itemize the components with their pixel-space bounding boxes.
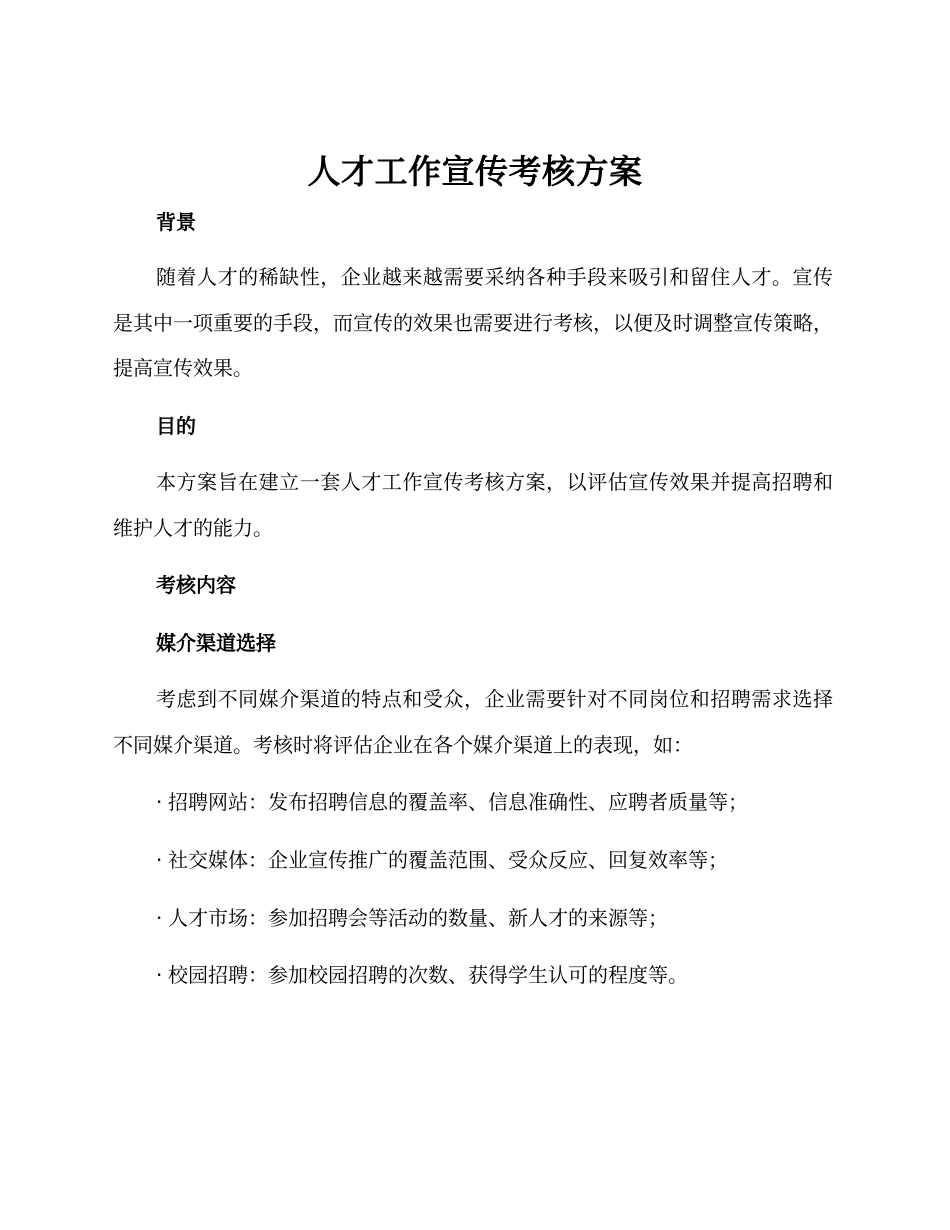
media-paragraph: 考虑到不同媒介渠道的特点和受众，企业需要针对不同岗位和招聘需求选择不同媒介渠道。考核时将评估企业在各个媒介渠道上的表现，如： [113,687,833,757]
list-item-text: 人才市场：参加招聘会等活动的数量、新人才的来源等； [168,906,668,930]
bullet-icon: · [156,790,163,814]
section-heading-media: 媒介渠道选择 [156,631,276,655]
list-item [156,845,728,875]
section-heading-content: 考核内容 [156,573,236,597]
purpose-paragraph: 本方案旨在建立一套人才工作宣传考核方案，以评估宣传效果并提高招聘和维护人才的能力。 [113,470,833,540]
bullet-icon: · [156,963,163,987]
section-heading-background: 背景 [156,210,196,234]
list-item [156,903,668,933]
list-item [156,960,688,990]
bullet-icon: · [156,848,163,872]
background-paragraph: 随着人才的稀缺性，企业越来越需要采纳各种手段来吸引和留住人才。宣传是其中一项重要的手段，而宣传的效果也需要进行考核，以便及时调整宣传策略，提高宣传效果。 [113,265,833,380]
document-title: 人才工作宣传考核方案 [307,152,643,191]
list-item-text: 招聘网站：发布招聘信息的覆盖率、信息准确性、应聘者质量等； [168,790,748,814]
list-item-text: 校园招聘：参加校园招聘的次数、获得学生认可的程度等。 [168,963,688,987]
section-heading-purpose: 目的 [156,414,196,438]
list-item-text: 社交媒体：企业宣传推广的覆盖范围、受众反应、回复效率等； [168,848,728,872]
bullet-icon: · [156,906,163,930]
list-item [156,787,748,817]
